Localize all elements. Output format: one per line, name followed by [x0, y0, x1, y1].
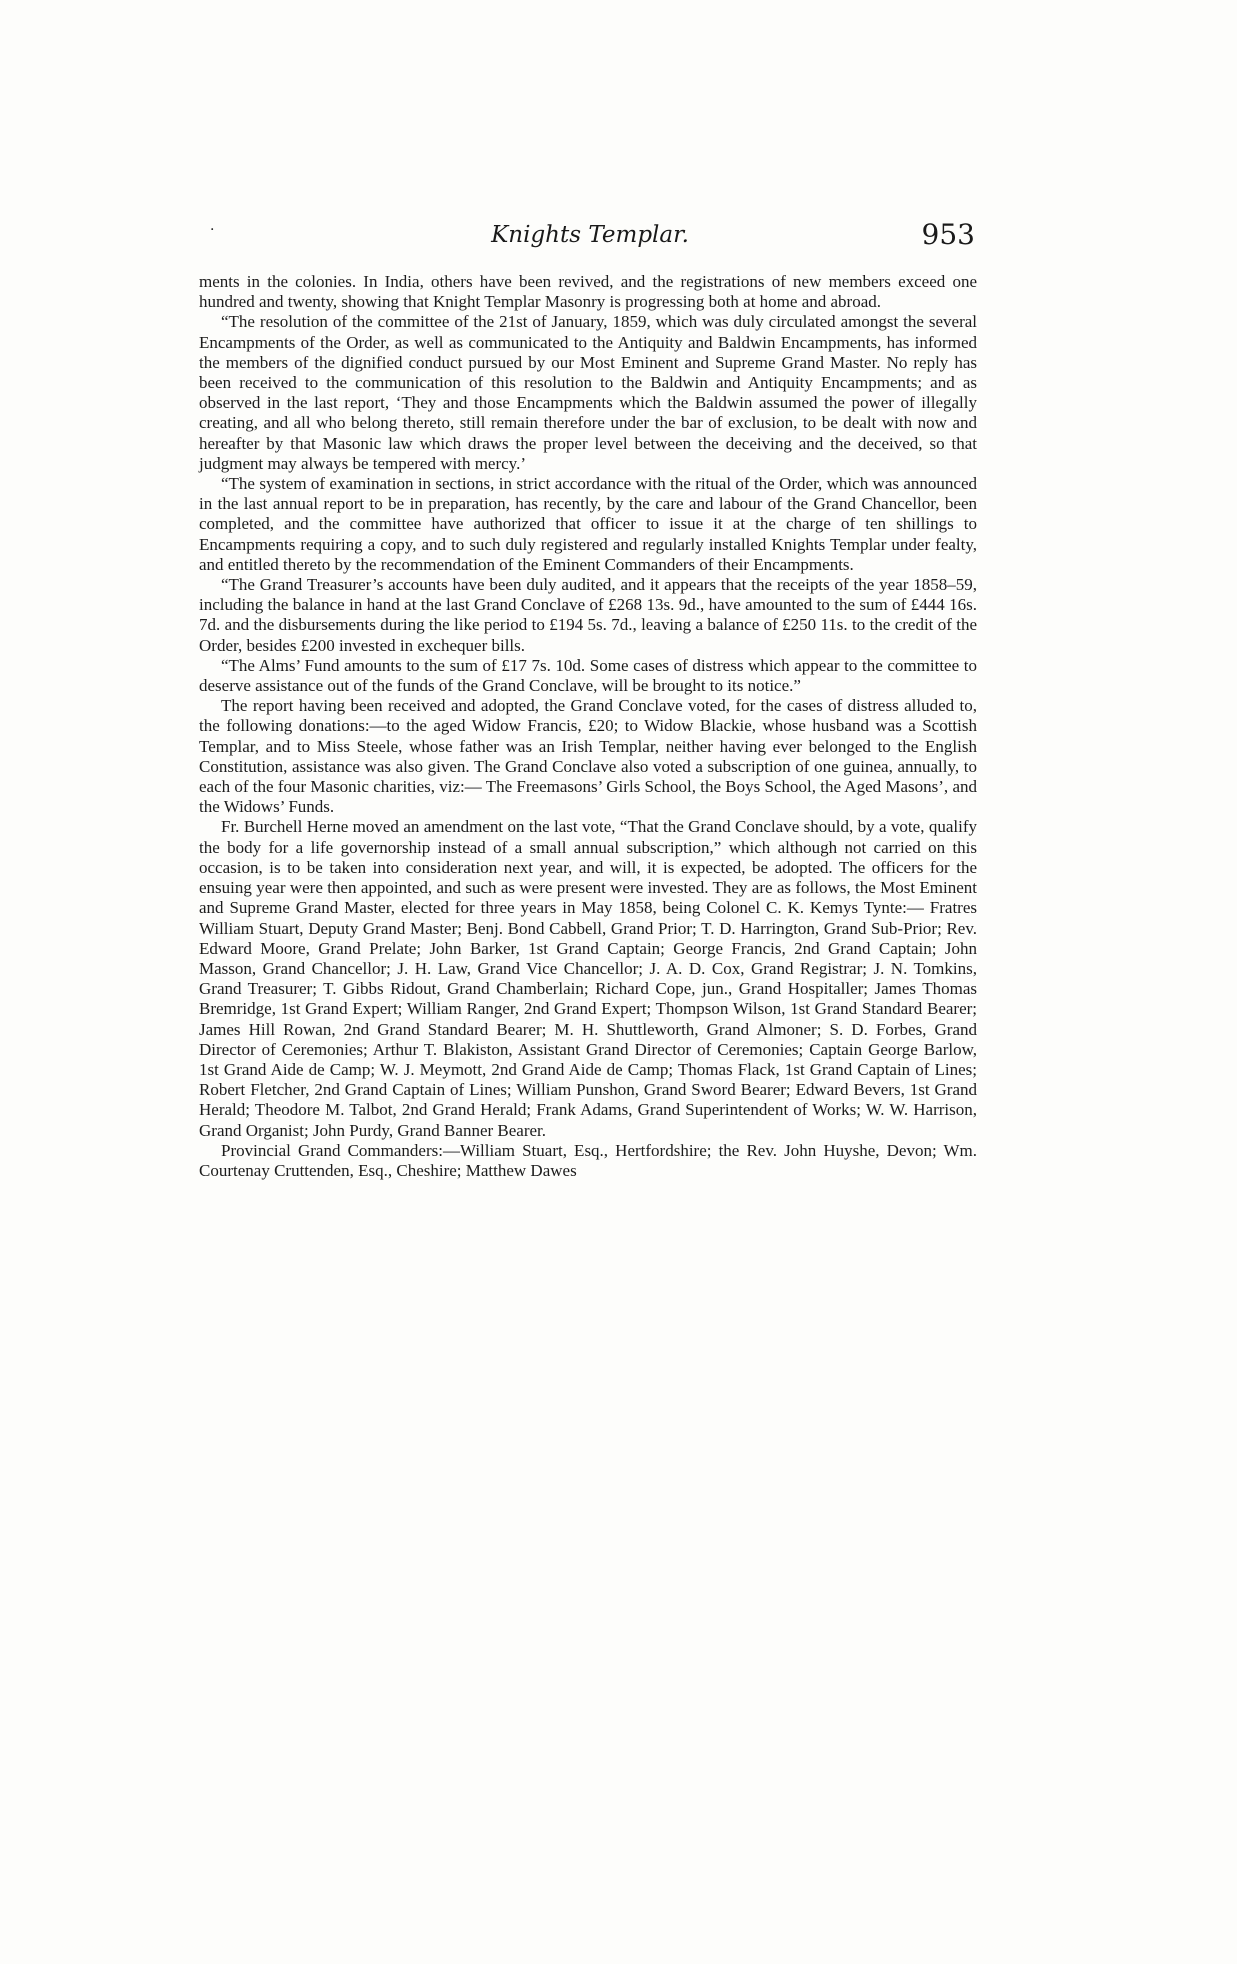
- page-number: 953: [921, 218, 975, 251]
- paragraph-3: “The system of examination in sections, in strict accordance with the ritual of the Order, which was announced in the last annual report to be in preparation, has recently, by the care and labour of the Grand Chancellor, been completed, and the committee have authorized that officer to issue it at the charge of ten shillings to Encampments requiring a copy, and to such duly registered and regularly installed Knights Templar under fealty, and entitled thereto by the recommendation of the Eminent Commanders of their Encampments.: [199, 474, 977, 574]
- header-mark: ·: [210, 222, 215, 238]
- paragraph-2: “The resolution of the committee of the 21st of January, 1859, which was duly circulated amongst the several Encampments of the Order, as well as communicated to the Antiquity and Baldwin Encampments, has informed the members of the dignified conduct pursued by our Most Eminent and Supreme Grand Master. No reply has been received to the communication of this resolution to the Baldwin and Antiquity Encampments; and as observed in the last report, ‘They and those Encampments which the Baldwin assumed the power of illegally creating, and all who belong thereto, still remain therefore under the bar of exclusion, to be dealt with now and hereafter by that Masonic law which draws the proper level between the deceiving and the deceived, so that judgment may always be tempered with mercy.’: [199, 312, 977, 473]
- paragraph-1: ments in the colonies. In India, others have been revived, and the registrations of new members exceed one hundred and twenty, showing that Knight Templar Masonry is progressing both at home and abroad.: [199, 272, 977, 312]
- running-header: [205, 218, 975, 258]
- paragraph-6: The report having been received and adopted, the Grand Conclave voted, for the cases of distress alluded to, the following donations:—to the aged Widow Francis, £20; to Widow Blackie, whose husband was a Scottish Templar, and to Miss Steele, whose father was an Irish Templar, neither having ever belonged to the English Constitution, assistance was also given. The Grand Conclave also voted a subscription of one guinea, annually, to each of the four Masonic charities, viz:— The Freemasons’ Girls School, the Boys School, the Aged Masons’, and the Widows’ Funds.: [199, 696, 977, 817]
- paragraph-7: Fr. Burchell Herne moved an amendment on the last vote, “That the Grand Conclave should, by a vote, qualify the body for a life governorship instead of a small annual subscription,” which although not carried on this occasion, is to be taken into consideration next year, and will, it is expected, be adopted. The officers for the ensuing year were then appointed, and such as were present were invested. They are as follows, the Most Eminent and Supreme Grand Master, elected for three years in May 1858, being Colonel C. K. Kemys Tynte:— Fratres William Stuart, Deputy Grand Master; Benj. Bond Cabbell, Grand Prior; T. D. Harrington, Grand Sub-Prior; Rev. Edward Moore, Grand Prelate; John Barker, 1st Grand Captain; George Francis, 2nd Grand Captain; John Masson, Grand Chancellor; J. H. Law, Grand Vice Chancellor; J. A. D. Cox, Grand Registrar; J. N. Tomkins, Grand Treasurer; T. Gibbs Ridout, Grand Chamberlain; Richard Cope, jun., Grand Hospitaller; James Thomas Bremridge, 1st Grand Expert; William Ranger, 2nd Grand Expert; Thompson Wilson, 1st Grand Standard Bearer; James Hill Rowan, 2nd Grand Standard Bearer; M. H. Shuttleworth, Grand Almoner; S. D. Forbes, Grand Director of Ceremonies; Arthur T. Blakiston, Assistant Grand Director of Ceremonies; Captain George Barlow, 1st Grand Aide de Camp; W. J. Meymott, 2nd Grand Aide de Camp; Thomas Flack, 1st Grand Captain of Lines; Robert Fletcher, 2nd Grand Captain of Lines; William Punshon, Grand Sword Bearer; Edward Bevers, 1st Grand Herald; Theodore M. Talbot, 2nd Grand Herald; Frank Adams, Grand Superintendent of Works; W. W. Harrison, Grand Organist; John Purdy, Grand Banner Bearer.: [199, 817, 977, 1140]
- paragraph-5: “The Alms’ Fund amounts to the sum of £17 7s. 10d. Some cases of distress which appear to the committee to deserve assistance out of the funds of the Grand Conclave, will be brought to its notice.”: [199, 655, 977, 696]
- paragraph-4: “The Grand Treasurer’s accounts have been duly audited, and it appears that the receipts of the year 1858–59, including the balance in hand at the last Grand Conclave of £268 13s. 9d., have amounted to the sum of £444 16s. 7d. and the disbursements during the like period to £194 5s. 7d., leaving a balance of £250 11s. to the credit of the Order, besides £200 invested in exchequer bills.: [199, 575, 977, 655]
- body-text: [199, 272, 977, 1181]
- running-title: Knights Templar.: [491, 222, 689, 248]
- paragraph-8: Provincial Grand Commanders:—William Stuart, Esq., Hertfordshire; the Rev. John Huyshe, Devon; Wm. Courtenay Cruttenden, Esq., Cheshire; Matthew Dawes: [199, 1140, 977, 1180]
